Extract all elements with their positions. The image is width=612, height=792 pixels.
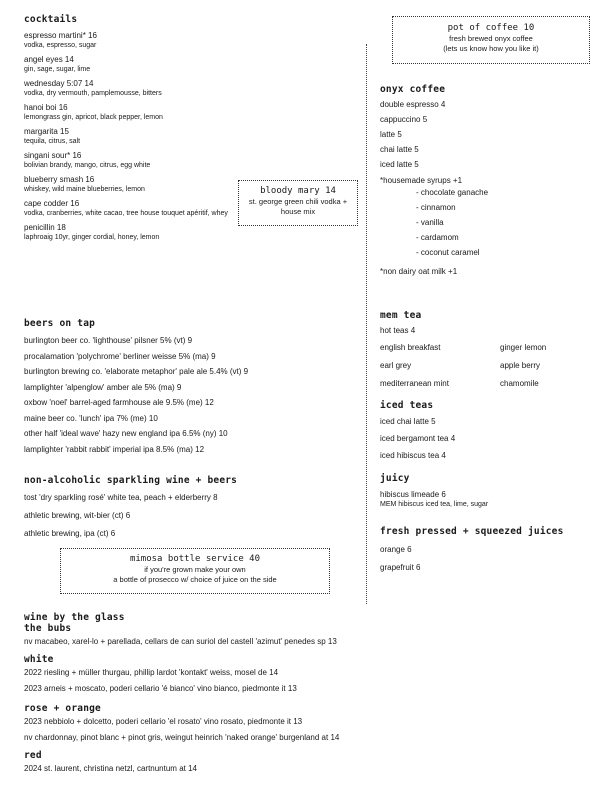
cocktail-name: singani sour* 16 (24, 151, 82, 160)
iced-tea-item: iced chai latte 5 (380, 417, 436, 426)
tea-item: apple berry (500, 361, 541, 370)
onyx-section (380, 84, 600, 277)
tea-grid (380, 343, 600, 389)
beers-section (24, 318, 364, 460)
cocktail-desc: lemongrass gin, apricot, black pepper, lemon (24, 114, 163, 121)
bubs-heading: the bubs (24, 623, 72, 634)
cocktail-item (24, 151, 359, 170)
cocktail-desc: tequila, citrus, salt (24, 138, 81, 145)
onyx-heading: onyx coffee (380, 84, 446, 95)
wine-item: 2023 arneis + moscato, poderi cellario 'é bianco' vino bianco, piedmonte it 13 (24, 684, 297, 693)
juicy-section (380, 473, 600, 509)
cocktail-name: wednesday 5:07 14 (24, 79, 94, 88)
hot-teas-label: hot teas 4 (380, 326, 416, 335)
mem-tea-section (380, 310, 600, 389)
coffee-item: chai latte 5 (380, 145, 419, 154)
beers-heading: beers on tap (24, 318, 96, 329)
mimosa-line2: a bottle of prosecco w/ choice of juice on the side (113, 575, 277, 584)
wine-item: 2023 nebbiolo + dolcetto, poderi cellario 'el rosato' vino rosato, piedmonte it 13 (24, 717, 303, 726)
syrup-item: - cardamom (416, 233, 459, 242)
beer-item: oxbow 'noel' barrel-aged farmhouse ale 9.5% (me) 12 (24, 398, 214, 407)
oat-milk-note: *non dairy oat milk +1 (380, 267, 458, 276)
beer-list (24, 336, 364, 455)
tea-item: ginger lemon (500, 343, 547, 352)
cocktail-name: espresso martini* 16 (24, 31, 97, 40)
wine-item: 2022 riesling + müller thurgau, phillip lardot 'kontakt' weiss, mosel de 14 (24, 668, 279, 677)
bloody-mary-line2: house mix (280, 207, 316, 216)
wine-section (24, 612, 594, 774)
coffee-item: double espresso 4 (380, 100, 446, 109)
mem-tea-heading: mem tea (380, 310, 422, 321)
juicy-desc: MEM hibiscus iced tea, lime, sugar (380, 501, 489, 508)
beer-item: procalamation 'polychrome' berliner weisse 5% (ma) 9 (24, 351, 216, 361)
cocktail-desc: laphroaig 10yr, ginger cordial, honey, lemon (24, 234, 160, 241)
iced-tea-item: iced bergamont tea 4 (380, 434, 456, 443)
tea-item: earl grey (380, 361, 412, 370)
cocktail-name: penicillin 18 (24, 223, 66, 232)
cocktail-desc: whiskey, wild maine blueberries, lemon (24, 186, 145, 193)
juice-item: orange 6 (380, 545, 412, 554)
cocktail-name: angel eyes 14 (24, 55, 74, 64)
fresh-juices-heading: fresh pressed + squeezed juices (380, 526, 564, 537)
coffee-item: latte 5 (380, 130, 402, 139)
pot-of-coffee-box (392, 16, 590, 64)
red-heading: red (24, 750, 42, 761)
wine-item: nv chardonnay, pinot blanc + pinot gris, weingut heinrich 'naked orange' burgenland at 14 (24, 733, 340, 742)
wine-item: nv macabeo, xarel-lo + parellada, cellars de can suriol del castell 'azimut' penedes sp 13 (24, 637, 337, 646)
beer-item: burlington brewing co. 'elaborate metaphor' pale ale 5.4% (vt) 9 (24, 367, 249, 376)
cocktail-name: blueberry smash 16 (24, 175, 95, 184)
syrup-item: - vanilla (416, 218, 444, 227)
cocktail-item (24, 127, 359, 146)
pot-title: pot of coffee 10 (447, 23, 535, 33)
beer-item: lamplighter 'alpenglow' amber ale 5% (ma) 9 (24, 382, 182, 392)
na-item: athletic brewing, ipa (ct) 6 (24, 529, 116, 538)
na-heading: non-alcoholic sparkling wine + beers (24, 475, 238, 486)
pot-line1: fresh brewed onyx coffee (449, 34, 533, 43)
cocktail-name: hanoi boi 16 (24, 103, 68, 112)
cocktail-desc: vodka, espresso, sugar (24, 42, 97, 49)
fresh-juices-section (380, 526, 600, 573)
beer-item: lamplighter 'rabbit rabbit' imperial ipa 8.5% (ma) 12 (24, 444, 205, 454)
bloody-mary-line1: st. george green chili vodka + (248, 197, 348, 206)
na-item: athletic brewing, wit-bier (ct) 6 (24, 511, 131, 520)
syrups-heading: *housemade syrups +1 (380, 176, 463, 185)
column-divider (366, 44, 367, 604)
rose-heading: rose + orange (24, 703, 101, 714)
cocktail-item (24, 103, 359, 122)
pot-line2: (lets us know how you like it) (443, 44, 539, 53)
juicy-heading: juicy (380, 473, 410, 484)
iced-teas-heading: iced teas (380, 400, 434, 411)
syrup-item: - cinnamon (416, 203, 456, 212)
iced-tea-item: iced hibiscus tea 4 (380, 451, 446, 460)
beer-item: burlington beer co. 'lighthouse' pilsner 5% (vt) 9 (24, 336, 193, 345)
syrup-item: - coconut caramel (416, 248, 480, 257)
mimosa-box (60, 548, 330, 594)
tea-item: english breakfast (380, 343, 441, 352)
beer-item: maine beer co. 'lunch' ipa 7% (me) 10 (24, 413, 158, 423)
cocktail-item (24, 55, 359, 74)
iced-teas-section (380, 400, 600, 461)
wine-item: 2024 st. laurent, christina netzl, cartnuntum at 14 (24, 764, 197, 773)
bloody-mary-title: bloody mary 14 (260, 186, 336, 196)
na-item: tost 'dry sparkling rosé' white tea, peach + elderberry 8 (24, 493, 218, 502)
cocktail-name: margarita 15 (24, 127, 69, 136)
tea-item: mediterranean mint (380, 379, 449, 388)
cocktail-desc: bolivian brandy, mango, citrus, egg white (24, 162, 151, 169)
tea-item: chamomile (500, 379, 539, 388)
mimosa-line1: if you're grown make your own (144, 565, 246, 574)
cocktail-item (24, 79, 359, 98)
beer-item: other half 'ideal wave' hazy new england ipa 6.5% (ny) 10 (24, 429, 228, 438)
coffee-item: iced latte 5 (380, 160, 419, 169)
na-list (24, 493, 364, 539)
na-section (24, 475, 364, 547)
cocktail-desc: vodka, cranberries, white cacao, tree house touquet apéritif, whey (24, 210, 228, 217)
juicy-item: hibiscus limeade 6 (380, 490, 446, 499)
cocktail-desc: vodka, dry vermouth, pamplemousse, bitters (24, 90, 162, 97)
cocktail-desc: gin, sage, sugar, lime (24, 66, 91, 73)
syrup-item: - chocolate ganache (416, 188, 489, 197)
coffee-item: cappuccino 5 (380, 115, 428, 124)
white-heading: white (24, 654, 54, 665)
cocktails-heading: cocktails (24, 14, 78, 25)
wine-heading: wine by the glass (24, 612, 125, 623)
bloody-mary-box (238, 180, 358, 226)
cocktail-name: cape codder 16 (24, 199, 80, 208)
juice-item: grapefruit 6 (380, 563, 421, 572)
cocktail-item (24, 31, 359, 50)
mimosa-title: mimosa bottle service 40 (129, 554, 261, 564)
